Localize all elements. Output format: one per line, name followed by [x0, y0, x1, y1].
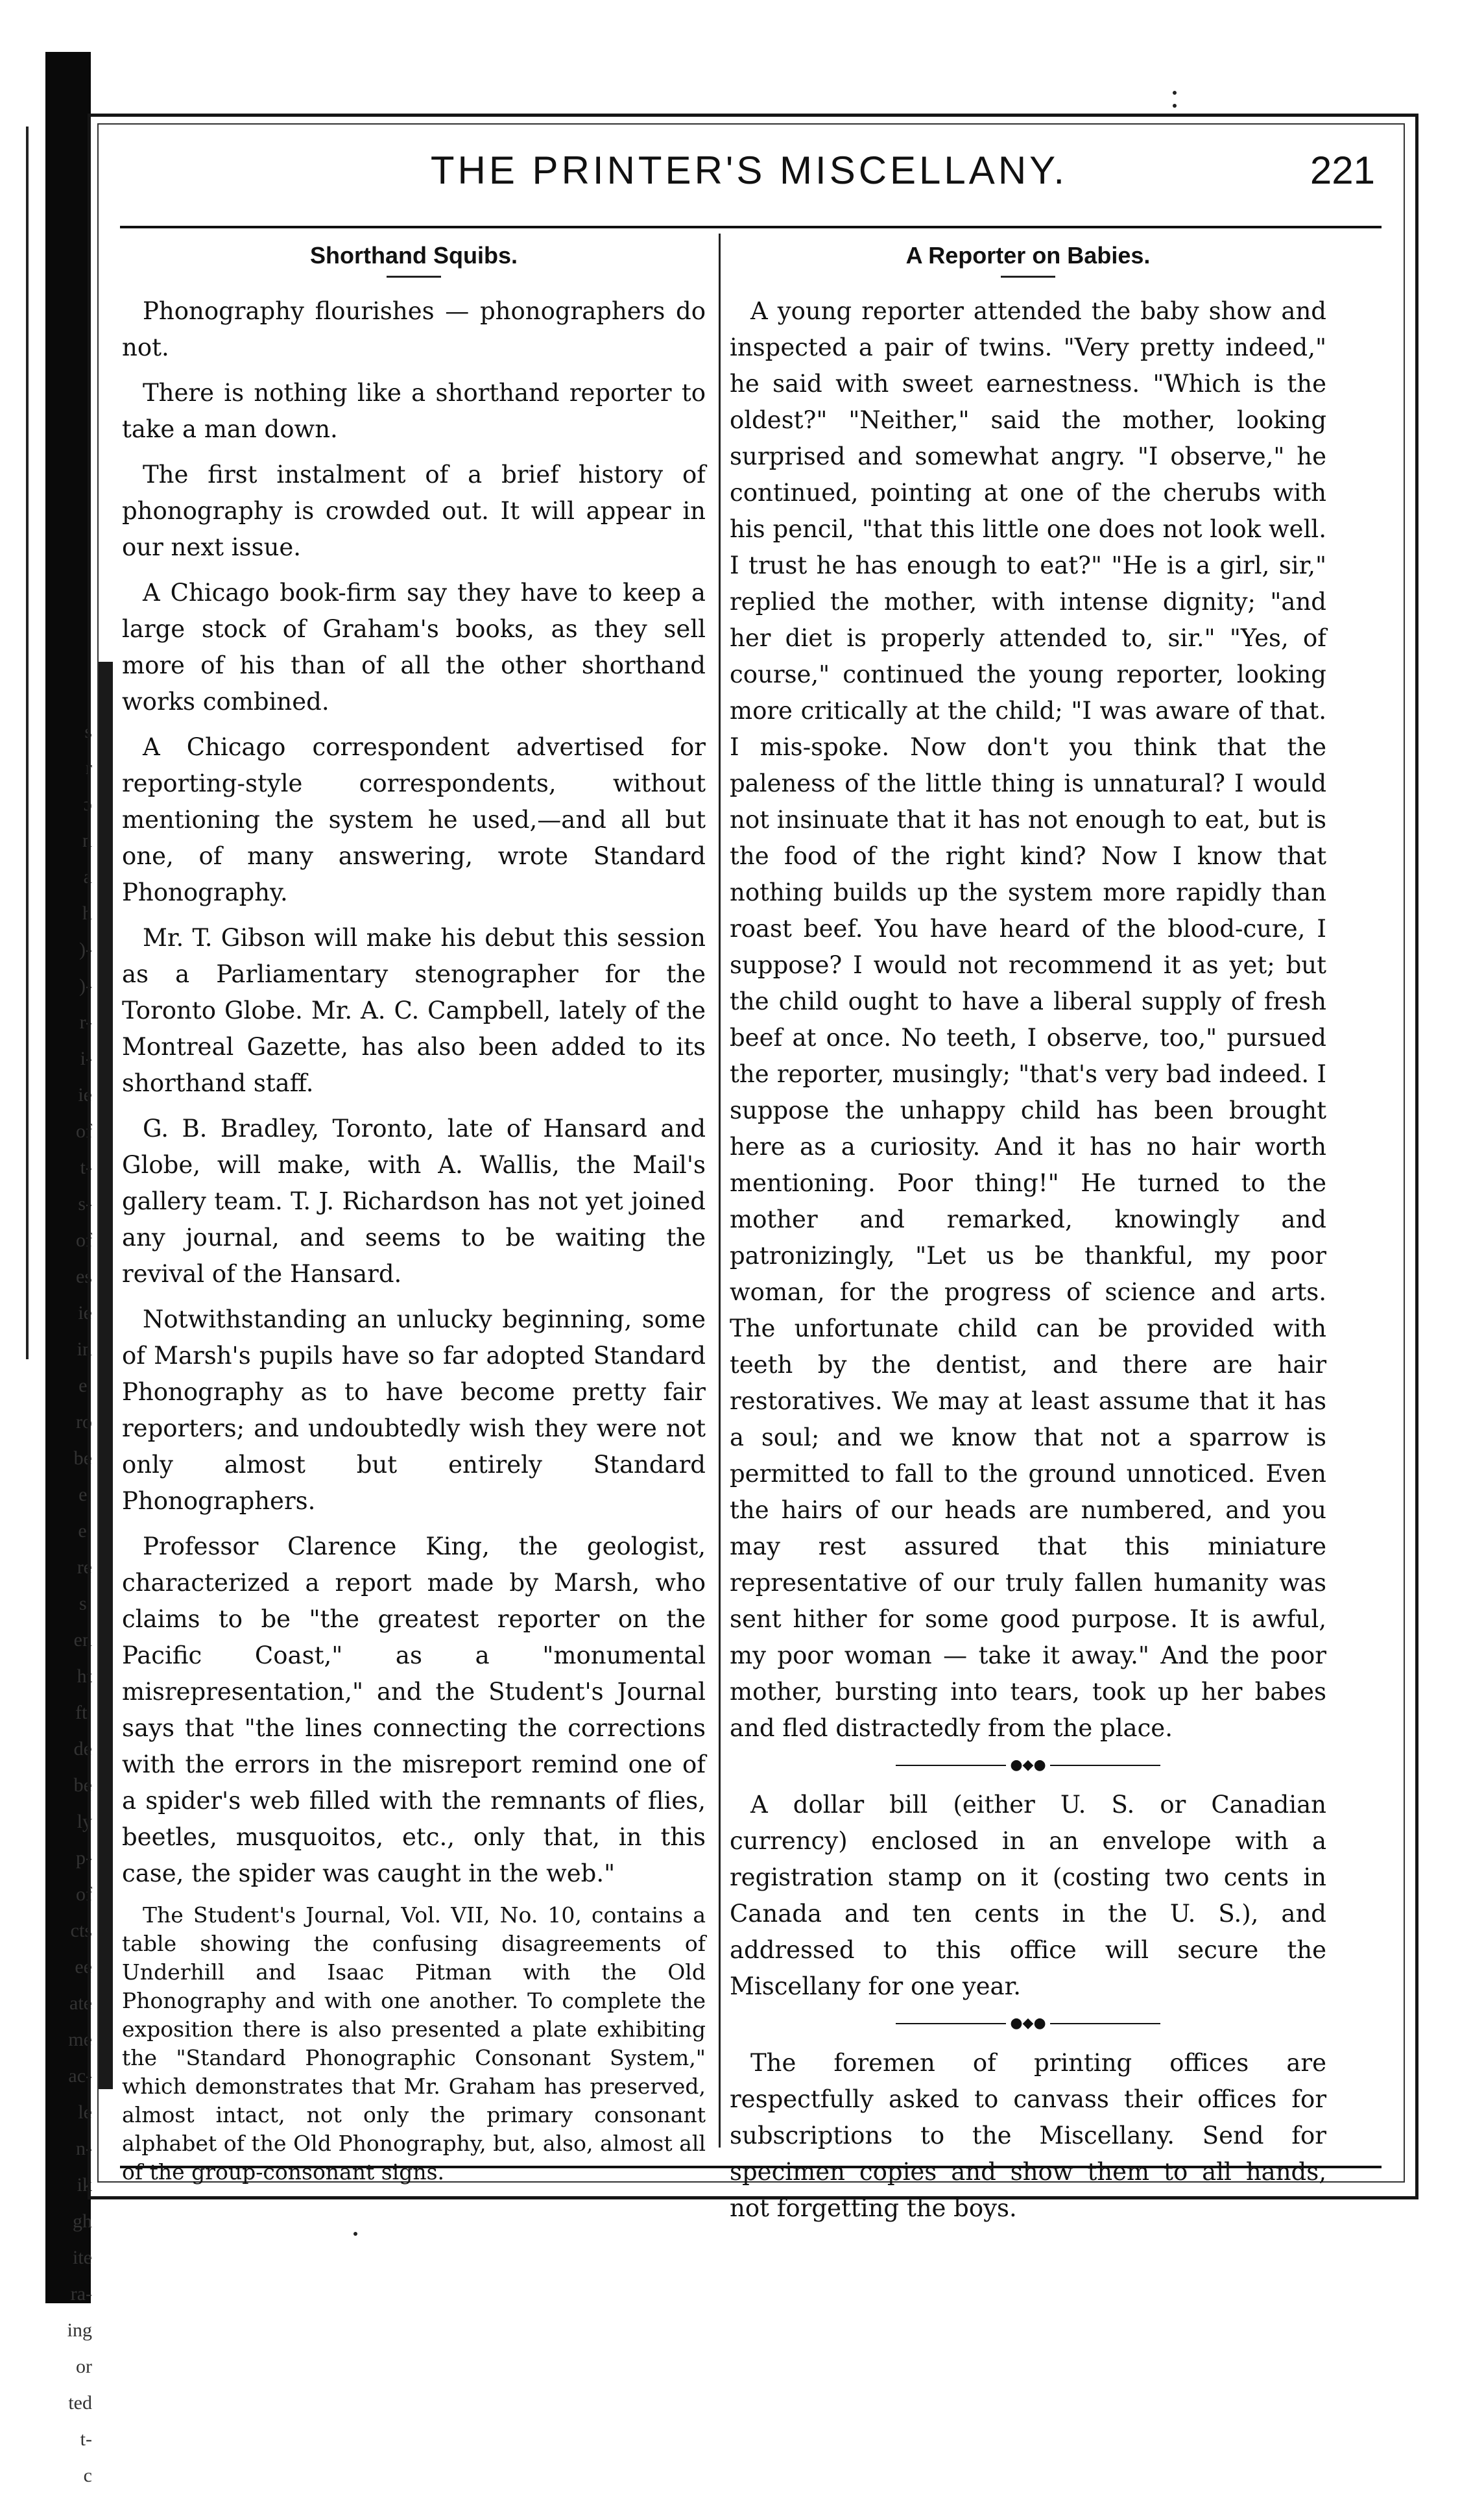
- bleed-fragment: e;: [78, 1520, 92, 1542]
- ornamental-divider: [730, 1758, 1326, 1773]
- bleed-fragment: p-: [76, 1847, 92, 1869]
- bleed-fragment: en: [73, 1629, 92, 1651]
- bleed-fragment: es: [76, 1266, 92, 1287]
- bleed-fragment: r-: [79, 1011, 92, 1033]
- bottom-rule: [120, 2166, 1382, 2168]
- bleed-fragment: ra-: [70, 2283, 92, 2305]
- bleed-fragment: )-: [79, 975, 92, 997]
- paragraph: A Chicago book-firm say they have to keep a large stock of Graham's books, as they sell more of his than of all the other shorthand works combined.: [122, 579, 706, 716]
- paragraph: A Chicago correspondent advertised for reporting-style correspondents, without mentioning the system he used,—and all but one, of many answering, wrote Standard Phonography.: [122, 733, 706, 906]
- speck: [353, 2232, 357, 2236]
- bleed-fragment: ro: [76, 1411, 92, 1433]
- header-rule: [120, 226, 1382, 228]
- ornament-glyph: ●◆●: [1010, 2015, 1046, 2031]
- bleed-fragment: in: [77, 1338, 92, 1360]
- article-heading-shorthand-squibs: Shorthand Squibs.: [310, 242, 518, 269]
- facing-page-bleed-text: [0, 714, 97, 2486]
- bleed-fragment: gh: [73, 2210, 92, 2232]
- paragraph: The foremen of printing offices are respectfully asked to canvass their offices for subscriptions to the Miscellany. Send for specimen copies and show them to all hands, not forgetting the boys.: [730, 2049, 1326, 2222]
- bleed-fragment: cts: [70, 1920, 92, 1941]
- paragraph: There is nothing like a shorthand reporter to take a man down.: [122, 379, 706, 443]
- running-header: [123, 148, 1375, 213]
- bleed-fragment: ted: [68, 2392, 92, 2414]
- bleed-fragment: )-: [79, 939, 92, 960]
- bleed-fragment: ie: [78, 1084, 92, 1106]
- bleed-fragment: n-: [76, 2138, 92, 2159]
- bleed-fragment: of: [76, 1229, 92, 1251]
- paragraph: The first instalment of a brief history of phonography is crowded out. It will appear in our next issue.: [122, 461, 706, 561]
- bleed-fragment: t-: [80, 2428, 92, 2450]
- bleed-fragment: of: [76, 1883, 92, 1905]
- article-heading-reporter-on-babies: A Reporter on Babies.: [905, 242, 1151, 269]
- right-column: [730, 237, 1326, 2236]
- heading-rule: [387, 276, 441, 278]
- bleed-fragment: ing: [67, 2319, 92, 2341]
- bleed-fragment: ite: [73, 2247, 92, 2268]
- paragraph: Professor Clarence King, the geologist, characterized a report made by Marsh, who claims to be "the greatest reporter on the Pacific Coast," as a "monumental misrepresentation," and the Student's Journal says that "the lines connecting the corrections with the errors in the misreport remind one of a spider's web filled with the remnants of flies, beetles, musquoitos, etc., only that, in this case, the spider was caught in the web.": [122, 1532, 706, 1887]
- speck: [1173, 104, 1177, 108]
- bleed-fragment: ik: [77, 2174, 92, 2196]
- bleed-fragment: ate: [69, 1992, 92, 2014]
- ornament-glyph: ●◆●: [1010, 1757, 1046, 1773]
- journal-title: THE PRINTER'S MISCELLANY.: [430, 149, 1068, 192]
- bleed-fragment: e,: [78, 1375, 92, 1396]
- bleed-fragment: be: [73, 1447, 92, 1469]
- paragraph: The Student's Journal, Vol. VII, No. 10, contains a table showing the confusing disagreements of Underhill and Isaac Pitman with the Old Phonography and with one another. To complete the exposition there is also presented a plate exhibiting the "Standard Phonographic Consonant System," which demonstrates that Mr. Graham has preserved, almost intact, not only the primary consonant alphabet of the Old Phonography, but, also, almost all of the group-consonant signs.: [122, 1902, 706, 2185]
- bleed-fragment: de: [73, 1738, 92, 1760]
- paragraph: Notwithstanding an unlucky beginning, some of Marsh's pupils have so far adopted Standard Phonography as to have become pretty fair reporters; and undoubtedly wish they were not only almost but entirely Standard Phonographers.: [122, 1305, 706, 1515]
- bleed-fragment: of: [76, 1120, 92, 1142]
- bleed-fragment: ac-: [68, 2065, 92, 2087]
- bleed-fragment: s;: [78, 1593, 92, 1614]
- speck: [1173, 91, 1177, 95]
- left-column: [122, 237, 706, 2196]
- bleed-fragment: h: [82, 902, 92, 924]
- bleed-fragment: be: [73, 1774, 92, 1796]
- bleed-fragment: ht: [77, 1665, 92, 1687]
- heading-rule: [1001, 276, 1055, 278]
- bleed-fragment: or: [76, 2356, 92, 2377]
- bleed-fragment: i-: [80, 1048, 92, 1069]
- bleed-fragment: r: [86, 757, 92, 779]
- bleed-fragment: e,: [78, 1484, 92, 1505]
- bleed-fragment: s-: [78, 1193, 92, 1215]
- paragraph: Mr. T. Gibson will make his debut this session as a Parliamentary stenographer for the Toronto Globe. Mr. A. C. Campbell, lately of the Montreal Gazette, has also been added to its shorthand staff.: [122, 924, 706, 1097]
- bleed-fragment: le: [78, 2101, 92, 2123]
- bleed-fragment: me: [68, 2029, 92, 2050]
- bleed-fragment: ee: [75, 1956, 92, 1978]
- bleed-fragment: a: [83, 866, 92, 888]
- paragraph: A young reporter attended the baby show and inspected a pair of twins. "Very pretty indeed," he said with sweet earnestness. "Which is the oldest?" "Neither," said the mother, looking surprised and somewhat angry. "I observe," he continued, pointing at one of the cherubs with his pencil, "that this little one does not look well. I trust he has enough to eat?" "He is a girl, sir," replied the mother, with intense dignity; "and her diet is properly attended to, sir." "Yes, of course," continued the young reporter, looking more critically at the child; "I was aware of that. I mis-spoke. Now don't you think that the paleness of the little thing is unnatural? I would not insinuate that it has not enough to eat, but is the food of the right kind? Now I know that nothing builds up the system more rapidly than roast beef. You have heard of the blood-cure, I suppose? I would not recommend it as yet; but the child ought to have a liberal supply of fresh beef at once. No teeth, I observe, too," pursued the reporter, musingly; "that's very bad indeed. I suppose the unhappy child has been brought here as a curiosity. And it has no hair worth mentioning. Poor thing!" He turned to the mother and remarked, knowingly and patronizingly, "Let us be thankful, my poor woman, for the progress of science and arts. The unfortunate child can be provided with teeth by the dentist, and there are hair restoratives. We may at least assume that it has a soul; and we know that not a sparrow is permitted to fall to the ground unnoticed. Even the hairs of our heads are numbered, and you may rest assured that this miniature representative of our truly fallen humanity was sent hither for some good purpose. It is awful, my poor woman — take it away." And the poor mother, bursting into tears, took up her babes and fled distractedly from the place.: [730, 297, 1327, 1742]
- bleed-fragment: t-: [80, 1157, 92, 1178]
- bleed-fragment: c: [83, 2465, 92, 2486]
- ornamental-divider: [730, 2016, 1326, 2031]
- bleed-fragment: ɔ: [83, 793, 92, 815]
- page-number: 221: [1310, 149, 1375, 192]
- bleed-fragment: ly: [77, 1811, 92, 1832]
- bleed-fragment: ft.: [75, 1702, 92, 1723]
- paragraph: G. B. Bradley, Toronto, late of Hansard and Globe, will make, with A. Wallis, the Mail's gallery team. T. J. Richardson has not yet joined any journal, and seems to be waiting the revival of the Hansard.: [122, 1115, 706, 1288]
- bleed-fragment: ie: [78, 1302, 92, 1324]
- bleed-fragment: s: [84, 721, 92, 742]
- bleed-fragment: re: [77, 1556, 92, 1578]
- column-divider: [719, 234, 721, 2148]
- paragraph: Phonography flourishes — phonographers do not.: [122, 297, 706, 361]
- bleed-fragment: n: [82, 830, 92, 851]
- paragraph: A dollar bill (either U. S. or Canadian currency) enclosed in an envelope with a registration stamp on it (costing two cents in Canada and ten cents in the U. S.), and addressed to this office will secure the Miscellany for one year.: [730, 1791, 1326, 2000]
